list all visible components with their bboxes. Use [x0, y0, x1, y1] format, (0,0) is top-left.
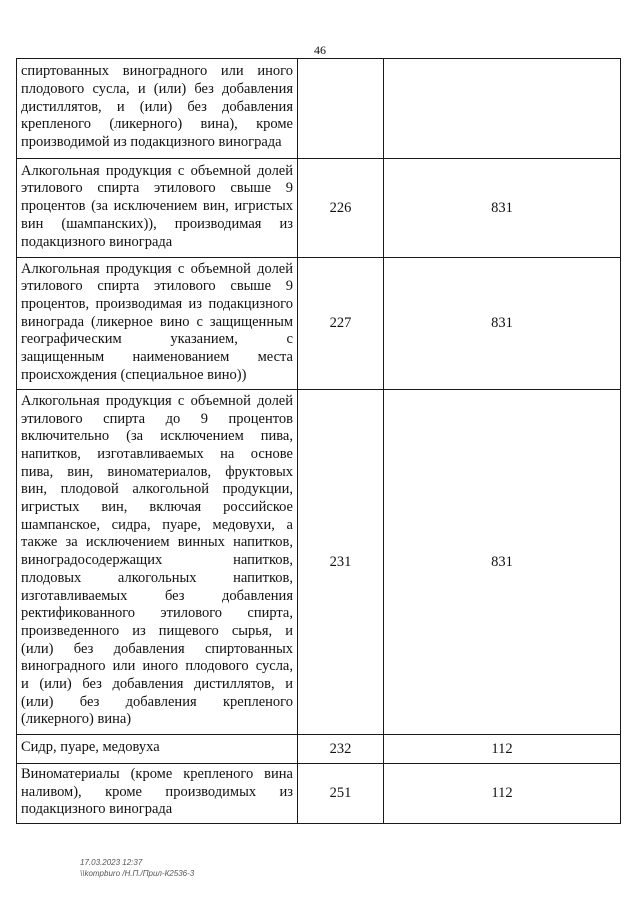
description-line: (или) без добавления крепленого — [21, 693, 293, 710]
description-line: винограда (ликерное вино с защищенным — [21, 313, 293, 330]
description-line: Алкогольная продукция с объемной долей — [21, 162, 293, 179]
value-cell: 112 — [384, 764, 621, 824]
description-line: крепленого (ликерного) вина), кроме — [21, 116, 293, 133]
description-line: (ликерного) вина) — [21, 711, 132, 728]
description-line: включительно (за исключением пива, — [21, 428, 293, 445]
footer-timestamp: 17.03.2023 12:37 — [80, 858, 143, 867]
description-line: произведенного из пищевого сырья, и — [21, 622, 293, 639]
table-row — [17, 258, 621, 390]
description-line: производимой из подакцизного винограда — [21, 134, 282, 151]
product-description-cell — [17, 390, 298, 735]
description-line: игристых вин, включая российское — [21, 499, 293, 516]
description-line: плодового сусла, и (или) без добавления — [21, 80, 293, 97]
description-line: происхождения (специальное вино)) — [21, 366, 247, 383]
table-row — [17, 159, 621, 258]
value-cell: 831 — [384, 258, 621, 390]
description-line: дистиллятов, и (или) без добавления — [21, 98, 293, 115]
description-line: также за исключением винных напитков, — [21, 534, 293, 551]
product-description-cell — [17, 764, 298, 824]
product-description-cell — [17, 159, 298, 258]
description-line: спиртованных виноградного или иного — [21, 63, 293, 80]
description-line: Алкогольная продукция с объемной долей — [21, 392, 293, 409]
description-line: наливом), кроме производимых из — [21, 783, 293, 800]
product-code-cell: 227 — [298, 258, 384, 390]
description-line: и (или) без добавления дистиллятов, и — [21, 676, 293, 693]
description-line: этилового спирта этилового свыше 9 — [21, 278, 293, 295]
value-cell: 831 — [384, 159, 621, 258]
product-code-cell — [298, 59, 384, 159]
excise-rate-table — [16, 58, 621, 824]
table-row — [17, 390, 621, 735]
product-description-cell — [17, 258, 298, 390]
document-footer — [80, 857, 194, 879]
description-line: шампанское, сидра, пуаре, медовухи, а — [21, 516, 293, 533]
product-description-cell — [17, 59, 298, 159]
description-line: напитков, изготавливаемых на основе — [21, 445, 293, 462]
footer-file-path: \\kompburo /Н.П./Прил-К2536-3 — [80, 869, 195, 878]
product-code-cell: 232 — [298, 735, 384, 764]
value-cell: 112 — [384, 735, 621, 764]
description-line: Виноматериалы (кроме крепленого вина — [21, 766, 293, 782]
product-code-cell: 226 — [298, 159, 384, 258]
product-code-cell: 251 — [298, 764, 384, 824]
table-row — [17, 59, 621, 159]
description-line: (или) без добавления спиртованных — [21, 640, 293, 657]
table-row — [17, 735, 621, 764]
table-row — [17, 764, 621, 824]
product-code-cell: 231 — [298, 390, 384, 735]
description-line: защищенным наименованием места — [21, 349, 293, 366]
product-description-cell — [17, 735, 298, 764]
description-line: ректификованного этилового спирта, — [21, 605, 293, 622]
description-line: подакцизного винограда — [21, 233, 173, 250]
description-line: виноградосодержащих напитков, — [21, 552, 293, 569]
description-line: Алкогольная продукция с объемной долей — [21, 260, 293, 277]
description-line: Сидр, пуаре, медовуха — [21, 739, 160, 756]
description-line: процентов (за исключением вин, игристых — [21, 198, 293, 215]
page-number: 46 — [314, 43, 326, 57]
description-line: изготавливаемых без добавления — [21, 587, 293, 604]
value-cell: 831 — [384, 390, 621, 735]
description-line: пива, вин, виноматериалов, фруктовых — [21, 463, 293, 480]
value-cell — [384, 59, 621, 159]
description-line: подакцизного винограда — [21, 801, 173, 818]
description-line: вин, плодовой алкогольной продукции, — [21, 481, 293, 498]
description-line: этилового спирта этилового свыше 9 — [21, 180, 293, 197]
description-line: этилового спирта до 9 процентов — [21, 410, 293, 427]
description-line: процентов, производимая из подакцизного — [21, 295, 293, 312]
description-line: плодовых алкогольных напитков, — [21, 569, 293, 586]
description-line: виноградного или иного плодового сусла, — [21, 658, 293, 675]
description-line: географическим указанием, с — [21, 331, 293, 348]
description-line: вин (шампанских)), производимая из — [21, 215, 293, 232]
